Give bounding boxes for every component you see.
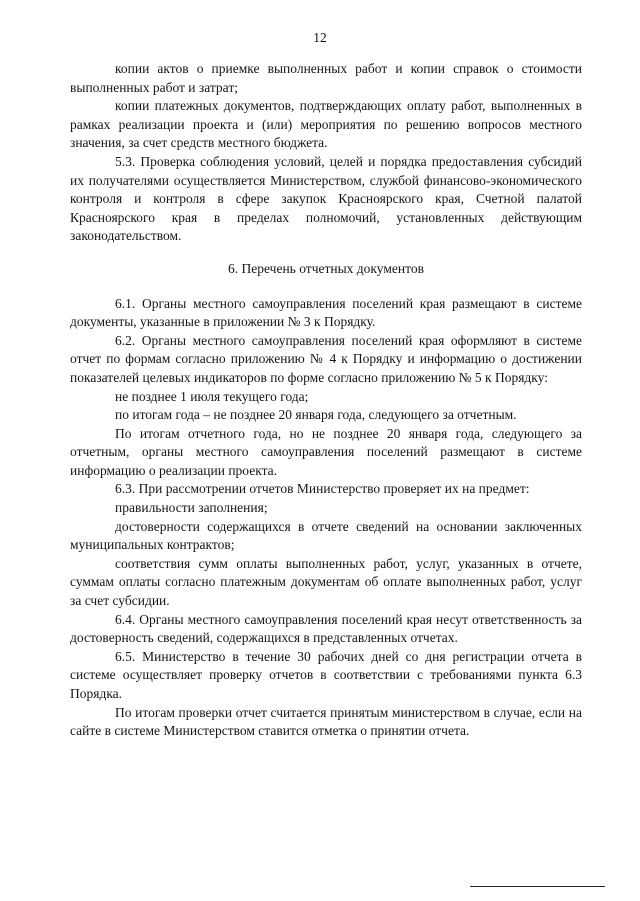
paragraph: достоверности содержащихся в отчете сведений на основании заключенных муниципальных контрактов; [70, 518, 582, 553]
paragraph: правильности заполнения; [115, 500, 268, 516]
paragraph: 6.4. Органы местного самоуправления поселений края несут ответственность за достоверность сведений, содержащихся в представленных отчетах. [70, 611, 582, 646]
section-heading: 6. Перечень отчетных документов [228, 260, 424, 276]
footer-rule [470, 886, 605, 887]
paragraph: соответствия сумм оплаты выполненных работ, услуг, указанных в отчете, суммам оплаты согласно платежным документам об оплате выполненных работ, услуг за счет субсидии. [70, 555, 582, 609]
paragraph: По итогам отчетного года, но не позднее 20 января года, следующего за отчетным, органы местного самоуправления поселений размещают в системе информацию о реализации проекта. [70, 425, 582, 478]
paragraph: не позднее 1 июля текущего года; [115, 388, 309, 404]
page-number: 12 [313, 30, 327, 45]
paragraph: 6.3. При рассмотрении отчетов Министерство проверяет их на предмет: [115, 481, 530, 497]
paragraph: по итогам года – не позднее 20 января года, следующего за отчетным. [115, 407, 517, 423]
document-body [70, 60, 582, 741]
paragraph: копии актов о приемке выполненных работ и копии справок о стоимости выполненных работ и затрат; [70, 61, 582, 95]
paragraph: 6.2. Органы местного самоуправления поселений края оформляют в системе отчет по формам согласно приложению № 4 к Порядку и информацию о достижении показателей целевых индикаторов по форме согласно приложению № 5 к Порядку: [70, 332, 582, 385]
paragraph: 6.1. Органы местного самоуправления поселений края размещают в системе документы, указанные в приложении № 3 к Порядку. [70, 295, 582, 330]
paragraph: 6.5. Министерство в течение 30 рабочих дней со дня регистрации отчета в системе осуществляет проверку отчетов в соответствии с требованиями пункта 6.3 Порядка. [70, 648, 582, 701]
paragraph: По итогам проверки отчет считается принятым министерством в случае, если на сайте в системе Министерством ставится отметка о принятии отчета. [70, 704, 582, 739]
paragraph: копии платежных документов, подтверждающих оплату работ, выполненных в рамках реализации проекта и (или) мероприятия по решению вопросов местного значения, за счет средств местного бюджета. [70, 98, 582, 151]
paragraph: 5.3. Проверка соблюдения условий, целей и порядка предоставления субсидий их получателями осуществляется Министерством, службой финансово-экономического контроля и контроля в сфере закупок Красноярского края, Счетной палатой Красноярского края в пределах полномочий, установленных действующим законодательством. [70, 153, 582, 244]
